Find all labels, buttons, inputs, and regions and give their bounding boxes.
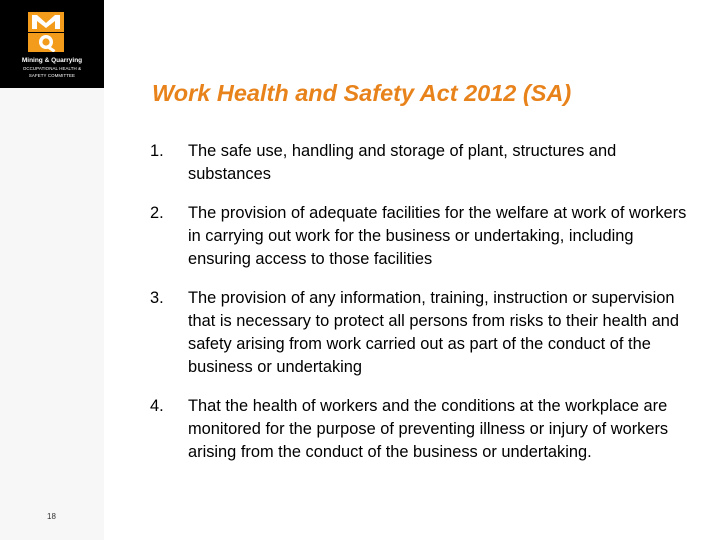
- logo-name: Mining & Quarrying: [21, 57, 83, 64]
- list-item-number: 1.: [150, 142, 164, 160]
- list-item-number: 2.: [150, 204, 164, 222]
- list-item-text: The provision of adequate facilities for the welfare at work of workers in carrying out work for the business or undertaking, including ensuring access to those facilities: [188, 204, 687, 268]
- logo-subtitle-line1: OCCUPATIONAL HEALTH &: [22, 66, 82, 71]
- list-item-number: 4.: [150, 397, 164, 415]
- list-item: [150, 395, 690, 464]
- page-number: 18: [47, 512, 56, 521]
- mq-logo-icon: [28, 12, 64, 52]
- list-item: [150, 287, 690, 379]
- logo: [0, 0, 104, 88]
- list-item-text: The provision of any information, training, instruction or supervision that is necessary to protect all persons from risks to their health and safety arising from work carried out as part of the conduct of the business or undertaking: [188, 289, 680, 376]
- list-item: [150, 202, 690, 271]
- list-item-text: The safe use, handling and storage of plant, structures and substances: [188, 142, 617, 183]
- logo-subtitle-line2: SAFETY COMMITTEE: [28, 73, 76, 78]
- list-item: [150, 140, 690, 186]
- list-item-text: That the health of workers and the conditions at the workplace are monitored for the purpose of preventing illness or injury of workers arising from the conduct of the business or undertaking.: [188, 397, 669, 461]
- slide-title: Work Health and Safety Act 2012 (SA): [152, 80, 572, 106]
- list-item-number: 3.: [150, 289, 164, 307]
- numbered-list: [150, 140, 690, 464]
